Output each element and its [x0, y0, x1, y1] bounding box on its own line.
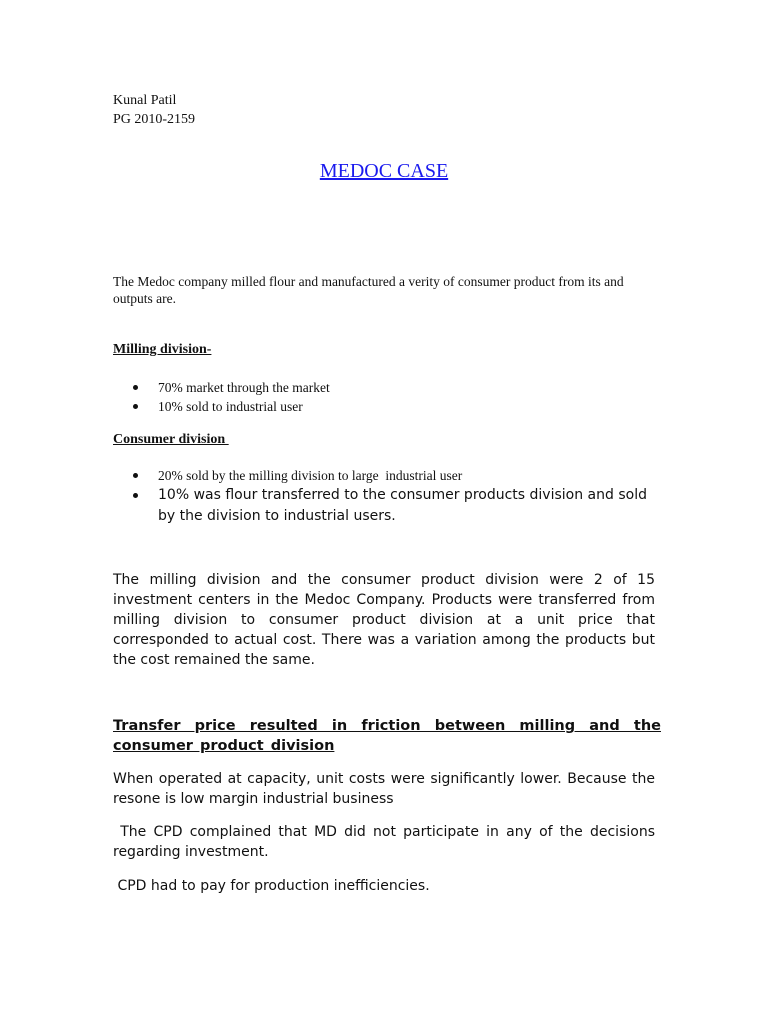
intro-paragraph: The Medoc company milled flour and manufactured a verity of consumer product from its and outputs are. [113, 274, 624, 306]
list-item [113, 485, 658, 527]
bullet-icon [133, 385, 138, 390]
author-block [113, 91, 195, 129]
list-item-text: 70% market through the market [158, 380, 330, 395]
list-item [113, 397, 673, 416]
list-item-text: 20% sold by the milling division to large industrial user [158, 468, 463, 483]
bullet-icon [133, 473, 138, 478]
list-item-text: 10% sold to industrial user [158, 399, 303, 414]
list-item [113, 378, 673, 397]
consumer-division-heading: Consumer division [113, 432, 229, 447]
document-title: MEDOC CASE [319, 160, 449, 182]
inefficiency-paragraph: CPD had to pay for production inefficiencies. [113, 878, 430, 894]
bullet-icon [133, 404, 138, 409]
list-item [113, 467, 673, 485]
list-item-text: 10% was flour transferred to the consumer products division and sold by the division to industrial users. [158, 487, 647, 524]
transfer-price-heading: Transfer price resulted in friction between milling and the consumer product division [113, 718, 661, 754]
author-id: PG 2010-2159 [113, 112, 196, 127]
bullet-icon [133, 493, 138, 498]
milling-division-heading: Milling division- [113, 342, 212, 357]
author-name: Kunal Patil [113, 93, 177, 108]
consumer-division-list [113, 467, 673, 527]
cpd-complaint-paragraph: The CPD complained that MD did not participate in any of the decisions regarding investment. [113, 824, 660, 860]
milling-division-list [113, 378, 673, 416]
capacity-paragraph: When operated at capacity, unit costs were significantly lower. Because the resone is low margin industrial business [113, 771, 655, 807]
investment-centers-paragraph: The milling division and the consumer product division were 2 of 15 investment centers in the Medoc Company. Products were transferred from milling division to consumer product division at a unit price that corresponded to actual cost. There was a variation among the products but the cost remained the same. [113, 572, 655, 668]
